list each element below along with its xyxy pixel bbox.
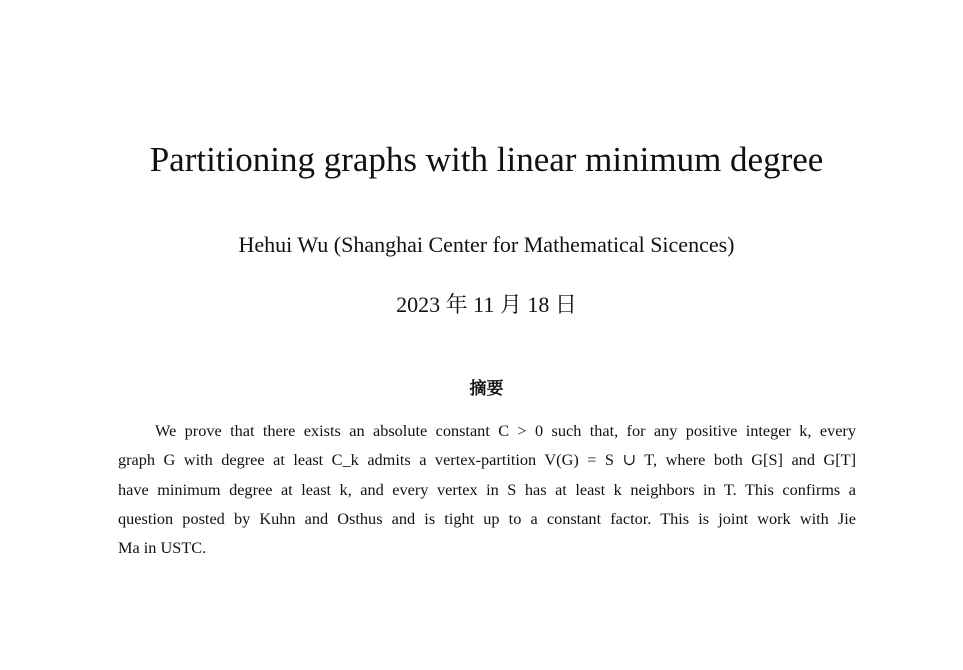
abstract-line: We prove that there exists an absolute constant C > 0 such that, for any positive integer k, every (155, 421, 856, 440)
abstract-line: Ma in USTC. (118, 538, 207, 558)
abstract-line: have minimum degree at least k, and every vertex in S has at least k neighbors in T. This confirms a (118, 479, 856, 499)
abstract-body (118, 416, 856, 562)
abstract-heading: 摘要 (469, 379, 504, 399)
paper-date: 2023 年 11 月 18 日 (396, 292, 577, 317)
paper-author: Hehui Wu (Shanghai Center for Mathematical Sicences) (238, 232, 735, 257)
abstract-line: graph G with degree at least C_k admits a vertex-partition V(G) = S ∪ T, where both G[S] and G[T] (118, 450, 856, 470)
abstract-line: question posted by Kuhn and Osthus and is tight up to a constant factor. This is joint work with Jie (118, 508, 856, 528)
paper-title: Partitioning graphs with linear minimum degree (149, 140, 824, 179)
